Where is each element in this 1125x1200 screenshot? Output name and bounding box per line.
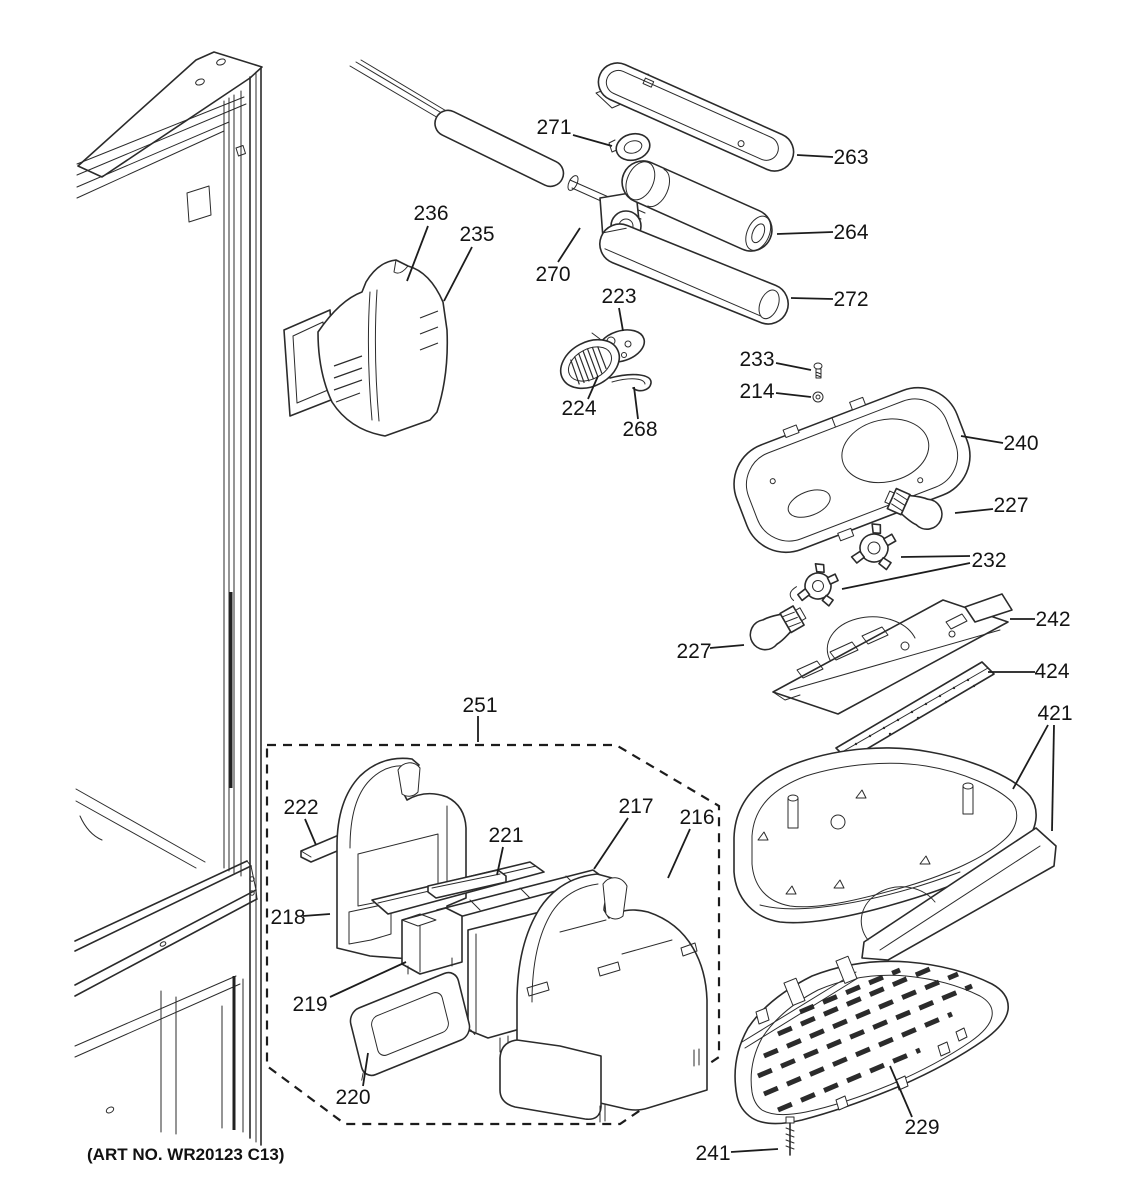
part-229-grille xyxy=(735,956,1008,1123)
leader-line-268 xyxy=(634,387,638,419)
part-label-251: 251 xyxy=(462,694,498,717)
part-label-223: 223 xyxy=(601,285,637,308)
part-label-235: 235 xyxy=(459,223,495,246)
leader-line-227-upper xyxy=(955,509,993,513)
part-label-218: 218 xyxy=(270,906,306,929)
leader-line-232 xyxy=(901,556,970,557)
part-label-242: 242 xyxy=(1035,608,1071,631)
part-242-bracket xyxy=(773,594,1012,714)
leader-line-222 xyxy=(305,819,316,845)
part-label-264: 264 xyxy=(833,221,869,244)
leader-line-421 xyxy=(1052,725,1054,831)
part-label-268: 268 xyxy=(622,418,658,441)
leader-line-219 xyxy=(330,962,406,997)
leader-line-235 xyxy=(444,247,472,301)
leader-line-223 xyxy=(619,308,623,331)
part-241-screw xyxy=(786,1117,794,1155)
part-label-232: 232 xyxy=(971,549,1007,572)
part-label-233: 233 xyxy=(739,348,775,371)
part-216-housing xyxy=(500,874,707,1122)
part-label-219: 219 xyxy=(292,993,328,1016)
part-232-socket-lower xyxy=(788,557,843,613)
leader-line-232 xyxy=(842,563,970,589)
leader-line-241 xyxy=(731,1149,778,1152)
part-label-227-lower: 227 xyxy=(676,640,712,663)
leader-line-233 xyxy=(776,363,811,370)
leader-line-227-lower xyxy=(710,645,744,648)
part-label-263: 263 xyxy=(833,146,869,169)
part-label-221: 221 xyxy=(488,824,524,847)
part-227-bulb-lower xyxy=(745,600,811,655)
part-label-217: 217 xyxy=(618,795,654,818)
leader-line-216 xyxy=(668,829,690,878)
part-233-screw xyxy=(814,363,822,378)
part-214-nut xyxy=(813,392,823,402)
part-label-240: 240 xyxy=(1003,432,1039,455)
part-220-gasket xyxy=(345,968,475,1080)
leader-line-214 xyxy=(776,393,811,397)
part-235-236-duct-cover xyxy=(284,260,447,436)
part-label-214: 214 xyxy=(739,380,775,403)
part-label-241: 241 xyxy=(695,1142,731,1165)
part-label-224: 224 xyxy=(561,397,597,420)
part-label-424: 424 xyxy=(1034,660,1070,683)
part-label-421: 421 xyxy=(1037,702,1073,725)
leader-line-271 xyxy=(573,135,612,146)
part-label-227-upper: 227 xyxy=(993,494,1029,517)
part-label-229: 229 xyxy=(904,1116,940,1139)
leader-line-263 xyxy=(797,155,833,157)
part-label-236: 236 xyxy=(413,202,449,225)
leader-line-217 xyxy=(594,818,628,869)
part-label-220: 220 xyxy=(335,1086,371,1109)
leader-line-270 xyxy=(558,228,580,262)
refrigerator-cabinet xyxy=(75,52,262,1145)
part-421-drip-tray xyxy=(734,748,1056,960)
part-label-272: 272 xyxy=(833,288,869,311)
part-label-270: 270 xyxy=(535,263,571,286)
leader-line-264 xyxy=(777,232,833,234)
part-label-216: 216 xyxy=(679,806,715,829)
leader-line-421 xyxy=(1013,725,1048,789)
art-number: (ART NO. WR20123 C13) xyxy=(87,1145,285,1164)
part-271-grommet xyxy=(609,130,653,164)
part-label-222: 222 xyxy=(283,796,319,819)
part-label-271: 271 xyxy=(536,116,572,139)
leader-line-272 xyxy=(791,298,833,299)
part-219-fill-cup xyxy=(402,908,462,974)
leader-line-218 xyxy=(303,914,330,916)
